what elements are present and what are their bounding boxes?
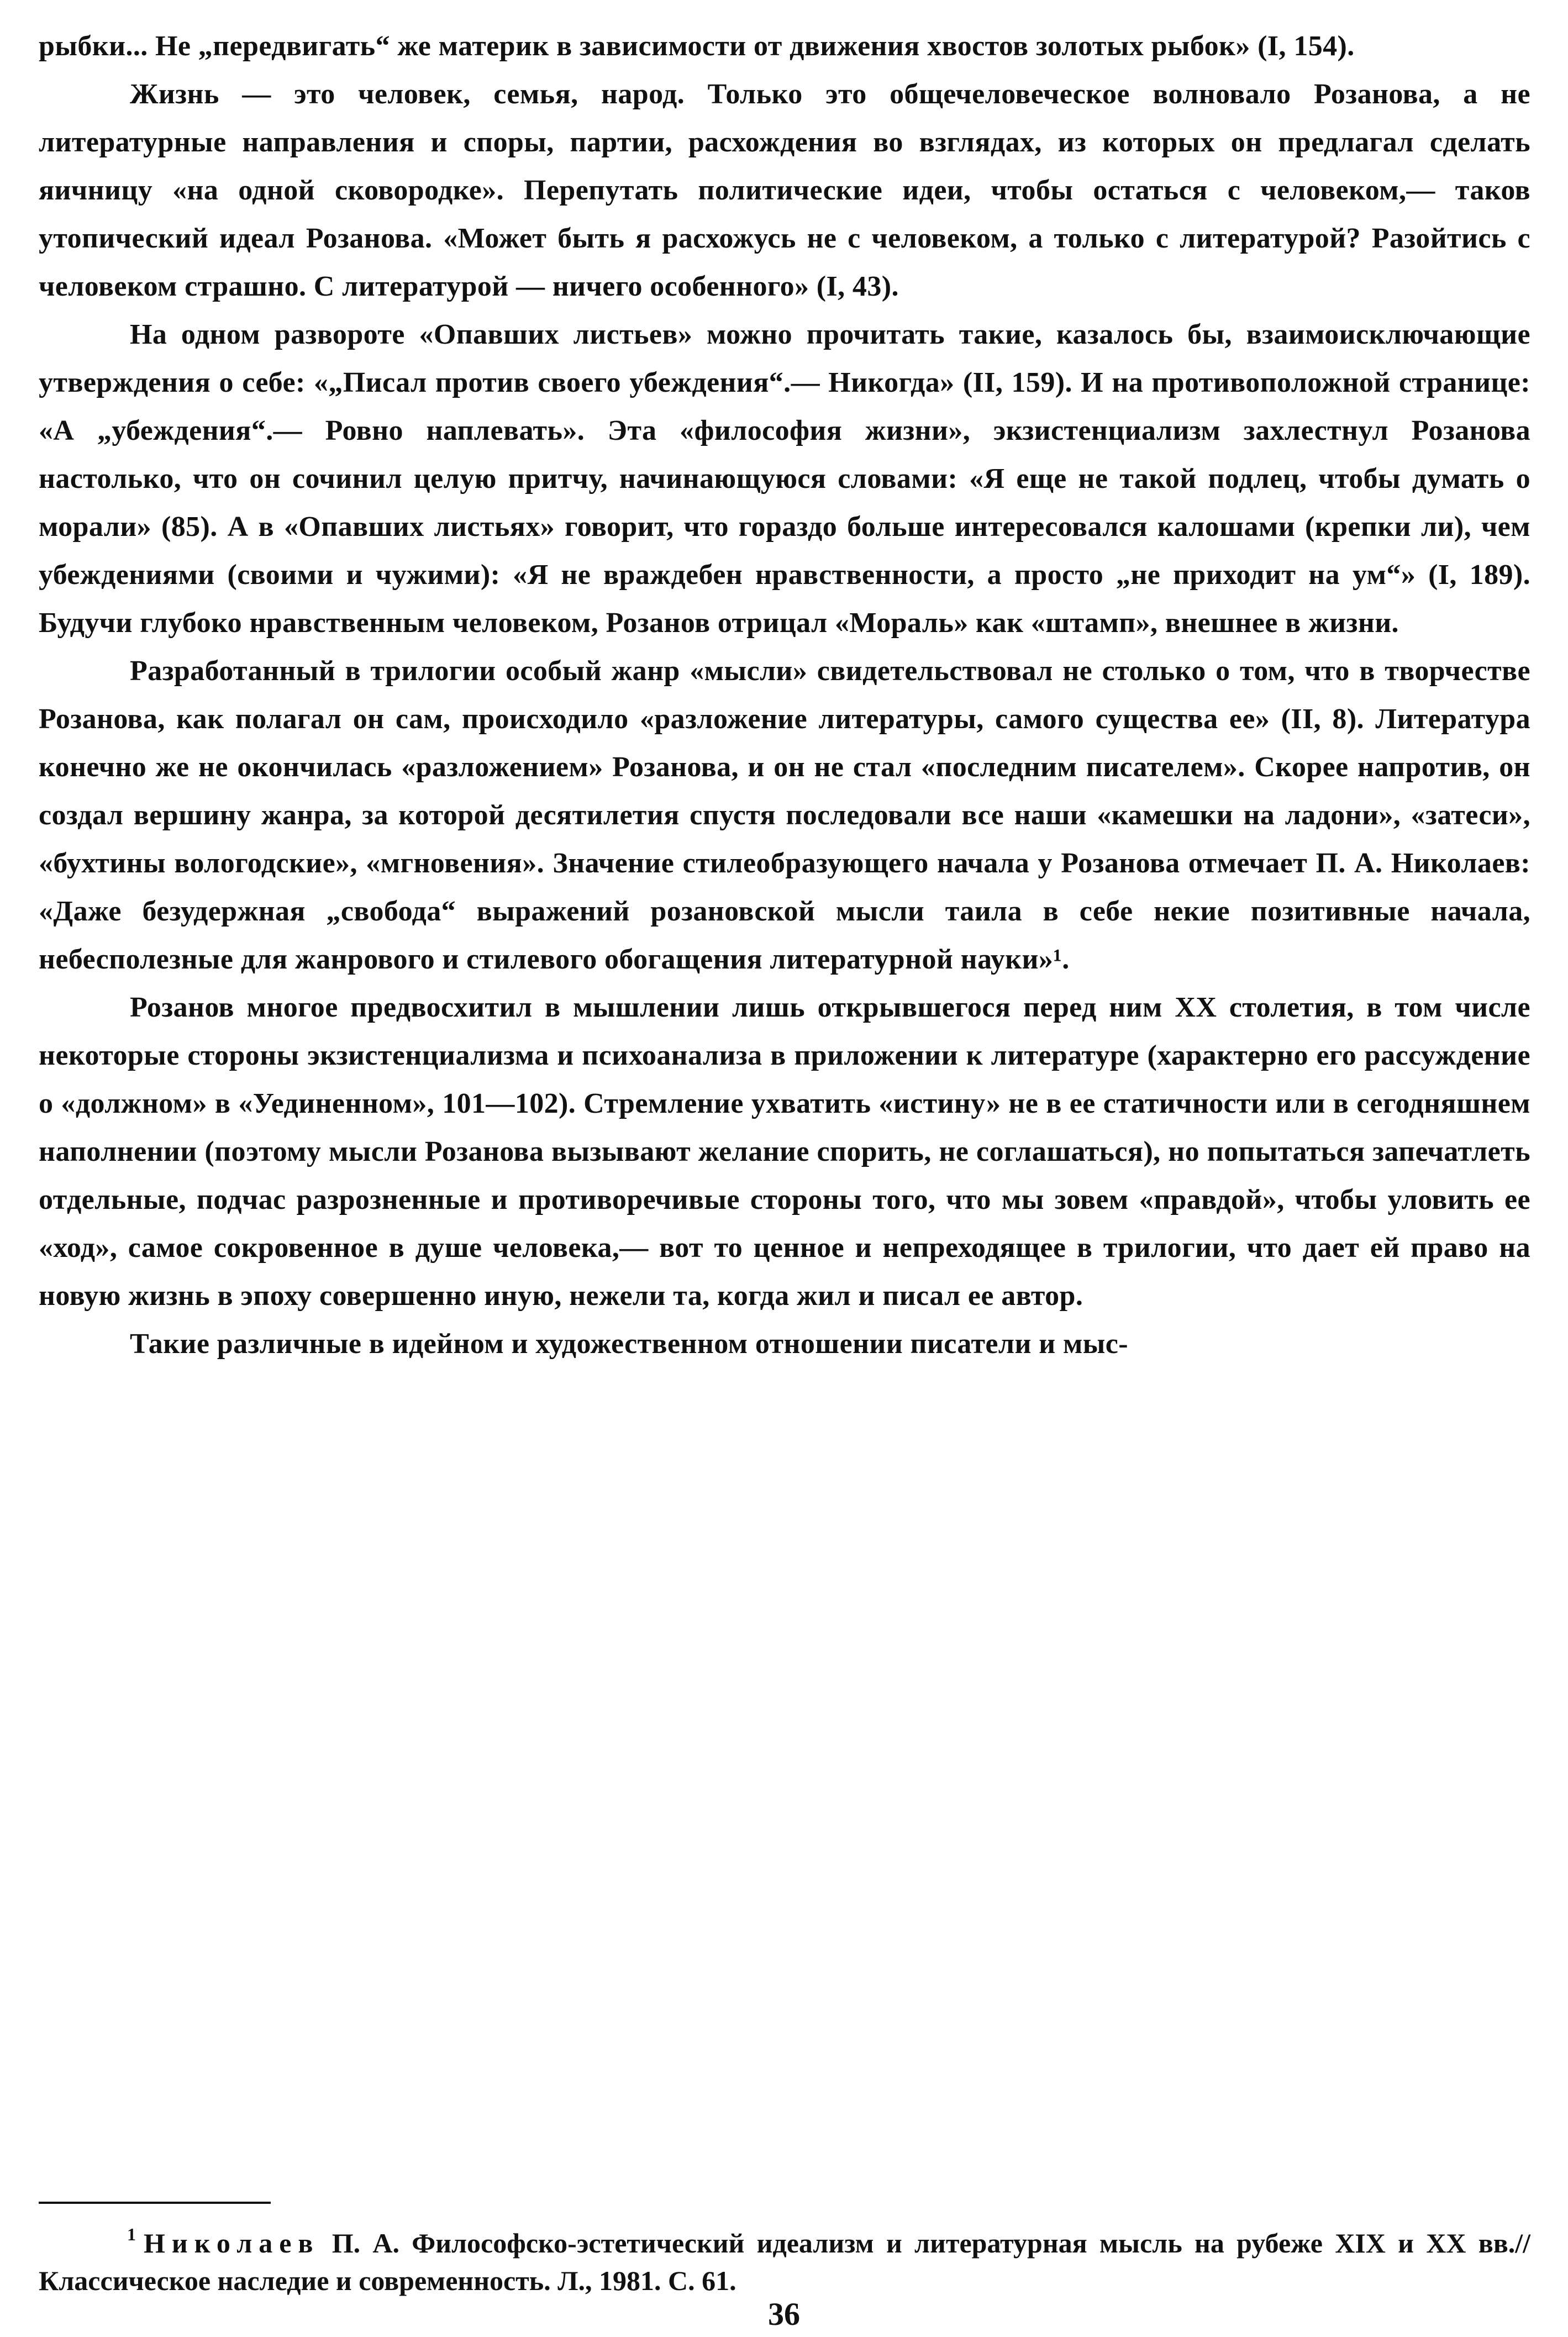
paragraph-6: Такие различные в идейном и художественном отношении писатели и мыс- — [130, 1328, 1128, 1360]
paragraph-1: рыбки... Не „передвигать“ же материк в зависимости от движения хвостов золотых рыбок» (I, 154). — [39, 30, 1355, 62]
paragraph-2: Жизнь — это человек, семья, народ. Только это общечеловеческое волновало Розанова, а не литературные направления и споры, партии, расхождения во взглядах, из которых он предлагал сделать яичницу «на одной сковородке». Перепутать политические идеи, чтобы остаться с человеком,— таков утопический идеал Розанова. «Может быть я расхожусь не с человеком, а только с литературой? Разойтись с человеком страшно. С литературой — ничего особенного» (I, 43). — [39, 78, 1530, 302]
footnote — [39, 2215, 1530, 2299]
footnote-number: 1 — [127, 2224, 136, 2244]
footnote-divider — [39, 2202, 271, 2204]
paragraph-3: На одном развороте «Опавших листьев» можно прочитать такие, казалось бы, взаимоисключающие утверждения о себе: «„Писал против своего убеждения“.— Никогда» (II, 159). И на противоположной странице: «А „убеждения“.— Ровно наплевать». Эта «философия жизни», экзистенциализм захлестнул Розанова настолько, что он сочинил целую притчу, начинающуюся словами: «Я еще не такой подлец, чтобы думать о морали» (85). А в «Опавших листьях» говорит, что гораздо больше интересовался калошами (крепки ли), чем убеждениями (своими и чужими): «Я не враждебен нравственности, а просто „не приходит на ум“» (I, 189). Будучи глубоко нравственным человеком, Розанов отрицал «Мораль» как «штамп», внешнее в жизни. — [39, 319, 1530, 639]
page-number: 36 — [768, 2296, 800, 2332]
footnote-text: П. А. Философско-эстетический идеализм и литературная мысль на рубеже XIX и XX вв.//Классическое наследие и современность. Л., 1981. С. 61. — [39, 2228, 1530, 2296]
paragraph-4: Разработанный в трилогии особый жанр «мысли» свидетельствовал не столько о том, что в творчестве Розанова, как полагал он сам, происходило «разложение литературы, самого существа ее» (II, 8). Литература конечно же не окончилась «разложением» Розанова, и он не стал «последним писателем». Скорее напротив, он создал вершину жанра, за которой десятилетия спустя последовали все наши «камешки на ладони», «затеси», «бухтины вологодские», «мгновения». Значение стилеобразующего начала у Розанова отмечает П. А. Николаев: «Даже безудержная „свобода“ выражений розановской мысли таила в себе некие позитивные начала, небесполезные для жанрового и стилевого обогащения литературной науки»¹. — [39, 655, 1530, 975]
footnote-author: Николаев — [144, 2228, 320, 2259]
paragraph-5: Розанов многое предвосхитил в мышлении лишь открывшегося перед ним XX столетия, в том числе некоторые стороны экзистенциализма и психоанализа в приложении к литературе (характерно его рассуждение о «должном» в «Уединенном», 101—102). Стремление ухватить «истину» не в ее статичности или в сегодняшнем наполнении (поэтому мысли Розанова вызывают желание спорить, не соглашаться), но попытаться запечатлеть отдельные, подчас разрозненные и противоречивые стороны того, что мы зовем «правдой», чтобы уловить ее «ход», самое сокровенное в душе человека,— вот то ценное и непреходящее в трилогии, что дает ей право на новую жизнь в эпоху совершенно иную, нежели та, когда жил и писал ее автор. — [39, 992, 1530, 1312]
page-body — [39, 22, 1530, 1368]
